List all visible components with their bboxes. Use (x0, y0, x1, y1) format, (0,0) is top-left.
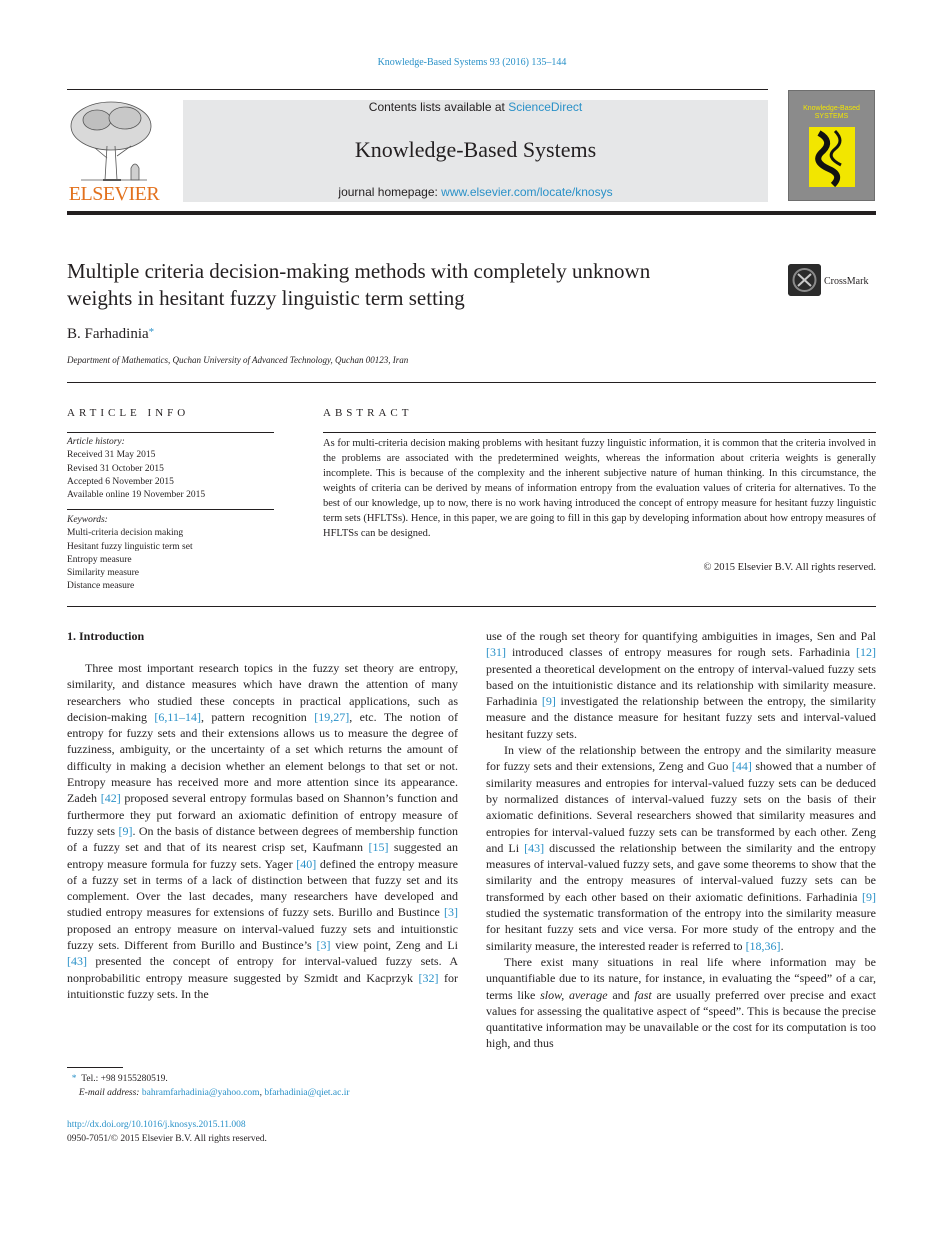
author-footnote-mark[interactable]: * (148, 326, 155, 338)
intro-paragraph (67, 660, 458, 1002)
intro-paragraph (486, 628, 876, 742)
citation-link[interactable]: [3] (444, 905, 458, 920)
issn-rights: 0950-7051/© 2015 Elsevier B.V. All rights reserved. (67, 1133, 267, 1144)
paragraph-text: discussed the relationship between the similarity and the entropy measures of interval-valued fuzzy sets, and gave some theorems to show that the similarity and the entropy measures of interval-valued fuzzy sets can be transformed by each other based on their axiomatic definitions. Farhadinia (486, 840, 876, 904)
header-rule (67, 89, 768, 90)
citation-link[interactable]: [44] (731, 759, 752, 774)
footnote-email (67, 1086, 350, 1100)
paragraph-text: There exist many situations in real life where information may be unquantifiable due to its nature, for instance, in evaluating the “speed” of a car, terms like (486, 954, 876, 1002)
article-history (67, 436, 274, 502)
paragraph-text: , pattern recognition (200, 709, 315, 724)
article-info-rule (67, 432, 274, 433)
keyword-item: Multi-criteria decision making (67, 528, 184, 539)
email-link-2[interactable]: bfarhadinia@qiet.ac.ir (264, 1088, 350, 1098)
email-separator: , (259, 1088, 262, 1098)
paragraph-text: defined the entropy measure of a fuzzy set in terms of a lack of distinction between that fuzzy set and its complement. Over the last decades, many researchers have developed and studied entropy measures for extensions of fuzzy sets. Burillo and Bustince (67, 856, 458, 920)
citation-link[interactable]: [18,36] (745, 938, 781, 953)
paragraph-text: use of the rough set theory for quantifying ambiguities in images, Sen and Pal (486, 629, 876, 643)
history-item: Accepted 6 November 2015 (67, 476, 174, 487)
paragraph-text: proposed several entropy formulas based on Shannon’s function and furthermore they put forward an axiomatic definition of entropy measure of fuzzy sets (67, 791, 458, 838)
author-name (67, 326, 154, 343)
body-column-left (67, 660, 458, 1002)
sciencedirect-link[interactable]: ScienceDirect (508, 100, 583, 114)
homepage-line (183, 185, 768, 199)
paragraph-text: . (780, 938, 784, 953)
cover-title (789, 105, 874, 121)
citation-link[interactable]: [12] (856, 645, 876, 660)
footnote-mark: * (71, 1074, 77, 1084)
citation-link[interactable]: [9] (541, 694, 556, 709)
abstract-copyright: © 2015 Elsevier B.V. All rights reserved. (703, 562, 876, 573)
body-rule (67, 606, 876, 607)
email-label: E-mail address: (78, 1088, 140, 1098)
elsevier-wordmark: ELSEVIER (68, 183, 160, 205)
citation-link[interactable]: [19,27] (314, 709, 350, 724)
article-title (67, 258, 767, 312)
emphasized-term: slow, average (540, 987, 608, 1002)
journal-masthead (183, 100, 768, 202)
citation-link[interactable]: [43] (524, 840, 545, 855)
paragraph-text: view point, Zeng and Li (330, 938, 458, 953)
paragraph-text: showed that a number of similarity measures and entropies for interval-valued fuzzy sets can be deduced by normalized distances of interval-valued fuzzy sets on the basis of their axiomatic definitions. Several researchers showed that similarity measures and entropies for interval-valued fuzzy sets can be transformed by each other. Zeng and Li (486, 759, 876, 855)
keywords-rule (67, 509, 274, 510)
citation-link[interactable]: [9] (862, 889, 876, 904)
contents-line (183, 100, 768, 114)
paragraph-text: , etc. The notion of entropy for fuzzy sets and their extensions allows us to measure the degree of fuzziness, ambiguity, or the uncertainty of a set which returns the amount of difficulty in making a decision whether an element belongs to that set or not. Entropy measure has received more and more attention since its appearance. Zadeh (67, 709, 458, 806)
paragraph-text: In view of the relationship between the entropy and the similarity measure for fuzzy sets and their extensions, Zeng and Guo (486, 743, 876, 774)
paragraph-text: are usually preferred over precise and exact values for assessing the qualitative aspect of “speed”. This is because the precise quantitative information may be unavailable or the cost for its computation is too high, and thus (486, 987, 877, 1051)
citation-link[interactable]: [43] (67, 954, 87, 969)
author-affiliation: Department of Mathematics, Quchan University of Advanced Technology, Quchan 00123, Iran (67, 355, 409, 365)
citation-link[interactable]: [6,11–14] (154, 709, 201, 724)
history-label: Article history: (67, 437, 125, 447)
abstract-rule (323, 432, 876, 433)
cover-title-line1: Knowledge-Based (803, 105, 860, 112)
citation-link[interactable]: [42] (100, 791, 121, 806)
paragraph-text: presented a theoretical development on the entropy of interval-valued fuzzy sets based on the intuitionistic distance and its relationship with similarity measure. Farhadinia (486, 661, 876, 709)
journal-title: Knowledge-Based Systems (354, 137, 597, 162)
keyword-item: Similarity measure (67, 568, 140, 579)
section-heading-introduction: 1. Introduction (67, 629, 145, 643)
masthead-thick-rule (67, 211, 876, 215)
paragraph-text: suggested an entropy measure formula for fuzzy sets. Yager (67, 840, 458, 871)
footnote-rule (67, 1067, 123, 1068)
cover-title-line2: SYSTEMS (814, 113, 849, 120)
keyword-item: Entropy measure (67, 554, 132, 565)
article-title-line2: weights in hesitant fuzzy linguistic term setting (67, 286, 465, 310)
footnote (67, 1072, 350, 1100)
body-column-right (486, 628, 876, 1052)
article-title-line1: Multiple criteria decision-making methods with completely unknown (67, 259, 651, 283)
paragraph-text: presented the concept of entropy for interval-valued fuzzy sets. A nonprobabilitic entropy measure suggested by Szmidt and Kacprzyk (67, 954, 458, 985)
journal-homepage-link[interactable]: www.elsevier.com/locate/knosys (441, 185, 613, 199)
emphasized-term: fast (634, 987, 652, 1002)
keyword-item: Distance measure (67, 581, 135, 592)
paragraph-text: Three most important research topics in the fuzzy set theory are entropy, similarity, and distance measures which have drawn the attention of many researchers who studied these concepts in practical applications, such as decision-making (67, 661, 458, 724)
cover-art-image (805, 121, 859, 191)
footnote-tel (67, 1072, 350, 1086)
citation-link[interactable]: [3] (316, 938, 331, 953)
keywords (67, 514, 274, 594)
paragraph-text: and (607, 987, 635, 1002)
crossmark-label[interactable]: CrossMark (824, 276, 869, 287)
doi-block (67, 1119, 267, 1146)
paragraph-text: investigated the relationship between the entropy, the similarity measure and the distance measure for hesitant fuzzy sets and interval-valued hesitant fuzzy sets. (486, 694, 876, 741)
journal-cover[interactable] (788, 90, 875, 201)
abstract-heading: ABSTRACT (323, 407, 413, 419)
paragraph-text: studied the systematic transformation of the entropy into the similarity measure for hesitant fuzzy sets and vice versa. For more study of the entropy and the similarity measure, the interested reader is referred to (486, 906, 876, 953)
citation-link[interactable]: [32] (418, 970, 439, 985)
section-rule (67, 382, 876, 383)
paragraph-text: . On the basis of distance between degrees of membership function of a fuzzy set and that of its nearest crisp set, Kaufmann (67, 823, 458, 855)
paragraph-text: introduced classes of entropy measures for rough sets. Farhadinia (506, 645, 856, 660)
article-info-heading: ARTICLE INFO (67, 407, 190, 419)
author-name-text: B. Farhadinia (67, 326, 149, 342)
citation-link[interactable]: [9] (118, 823, 133, 838)
intro-paragraph (486, 742, 876, 954)
contents-prefix: Contents lists available at (368, 100, 509, 114)
history-item: Available online 19 November 2015 (67, 490, 206, 501)
journal-reference[interactable]: Knowledge-Based Systems 93 (2016) 135–144 (377, 57, 567, 68)
citation-link[interactable]: [40] (296, 856, 317, 871)
keyword-item: Hesitant fuzzy linguistic term set (67, 541, 193, 552)
paragraph-text: for intuitionstic fuzzy sets. In the (67, 970, 459, 1001)
paragraph-text: proposed an entropy measure on interval-valued fuzzy sets and intuitionstic fuzzy sets. Different from Burillo and Bustince’s (67, 921, 458, 953)
history-item: Revised 31 October 2015 (67, 463, 164, 474)
doi-link[interactable]: http://dx.doi.org/10.1016/j.knosys.2015.11.008 (67, 1120, 246, 1130)
history-item: Received 31 May 2015 (67, 450, 156, 461)
keywords-label: Keywords: (67, 515, 108, 525)
email-link-1[interactable]: bahramfarhadinia@yahoo.com (141, 1088, 260, 1098)
citation-link[interactable]: [31] (486, 645, 506, 660)
citation-link[interactable]: [15] (368, 840, 389, 855)
abstract-text: As for multi-criteria decision making problems with hesitant fuzzy linguistic information, it is common that the criteria involved in the problems are associated with the predetermined weights, whereas the information about criteria weights is generally incomplete. This is because of the complexity and the inherent subjective nature of human thinking. In this circumstance, the weights of criteria can be derived by means of information entropy from the evaluation values of criteria for alternatives. To the best of our knowledge, up to now, there is no work having introduced the concept of entropy measure for hesitant fuzzy linguistic term sets (HFLTSs). Hence, in this paper, we are going to fill in this gap by developing information about how entropy measures of HFLTSs can be designed. (323, 438, 876, 539)
footnote-tel-text: Tel.: +98 9155280519. (81, 1074, 168, 1084)
crossmark-icon[interactable] (788, 264, 821, 296)
homepage-prefix: journal homepage: (338, 185, 442, 199)
intro-paragraph (486, 954, 876, 1052)
